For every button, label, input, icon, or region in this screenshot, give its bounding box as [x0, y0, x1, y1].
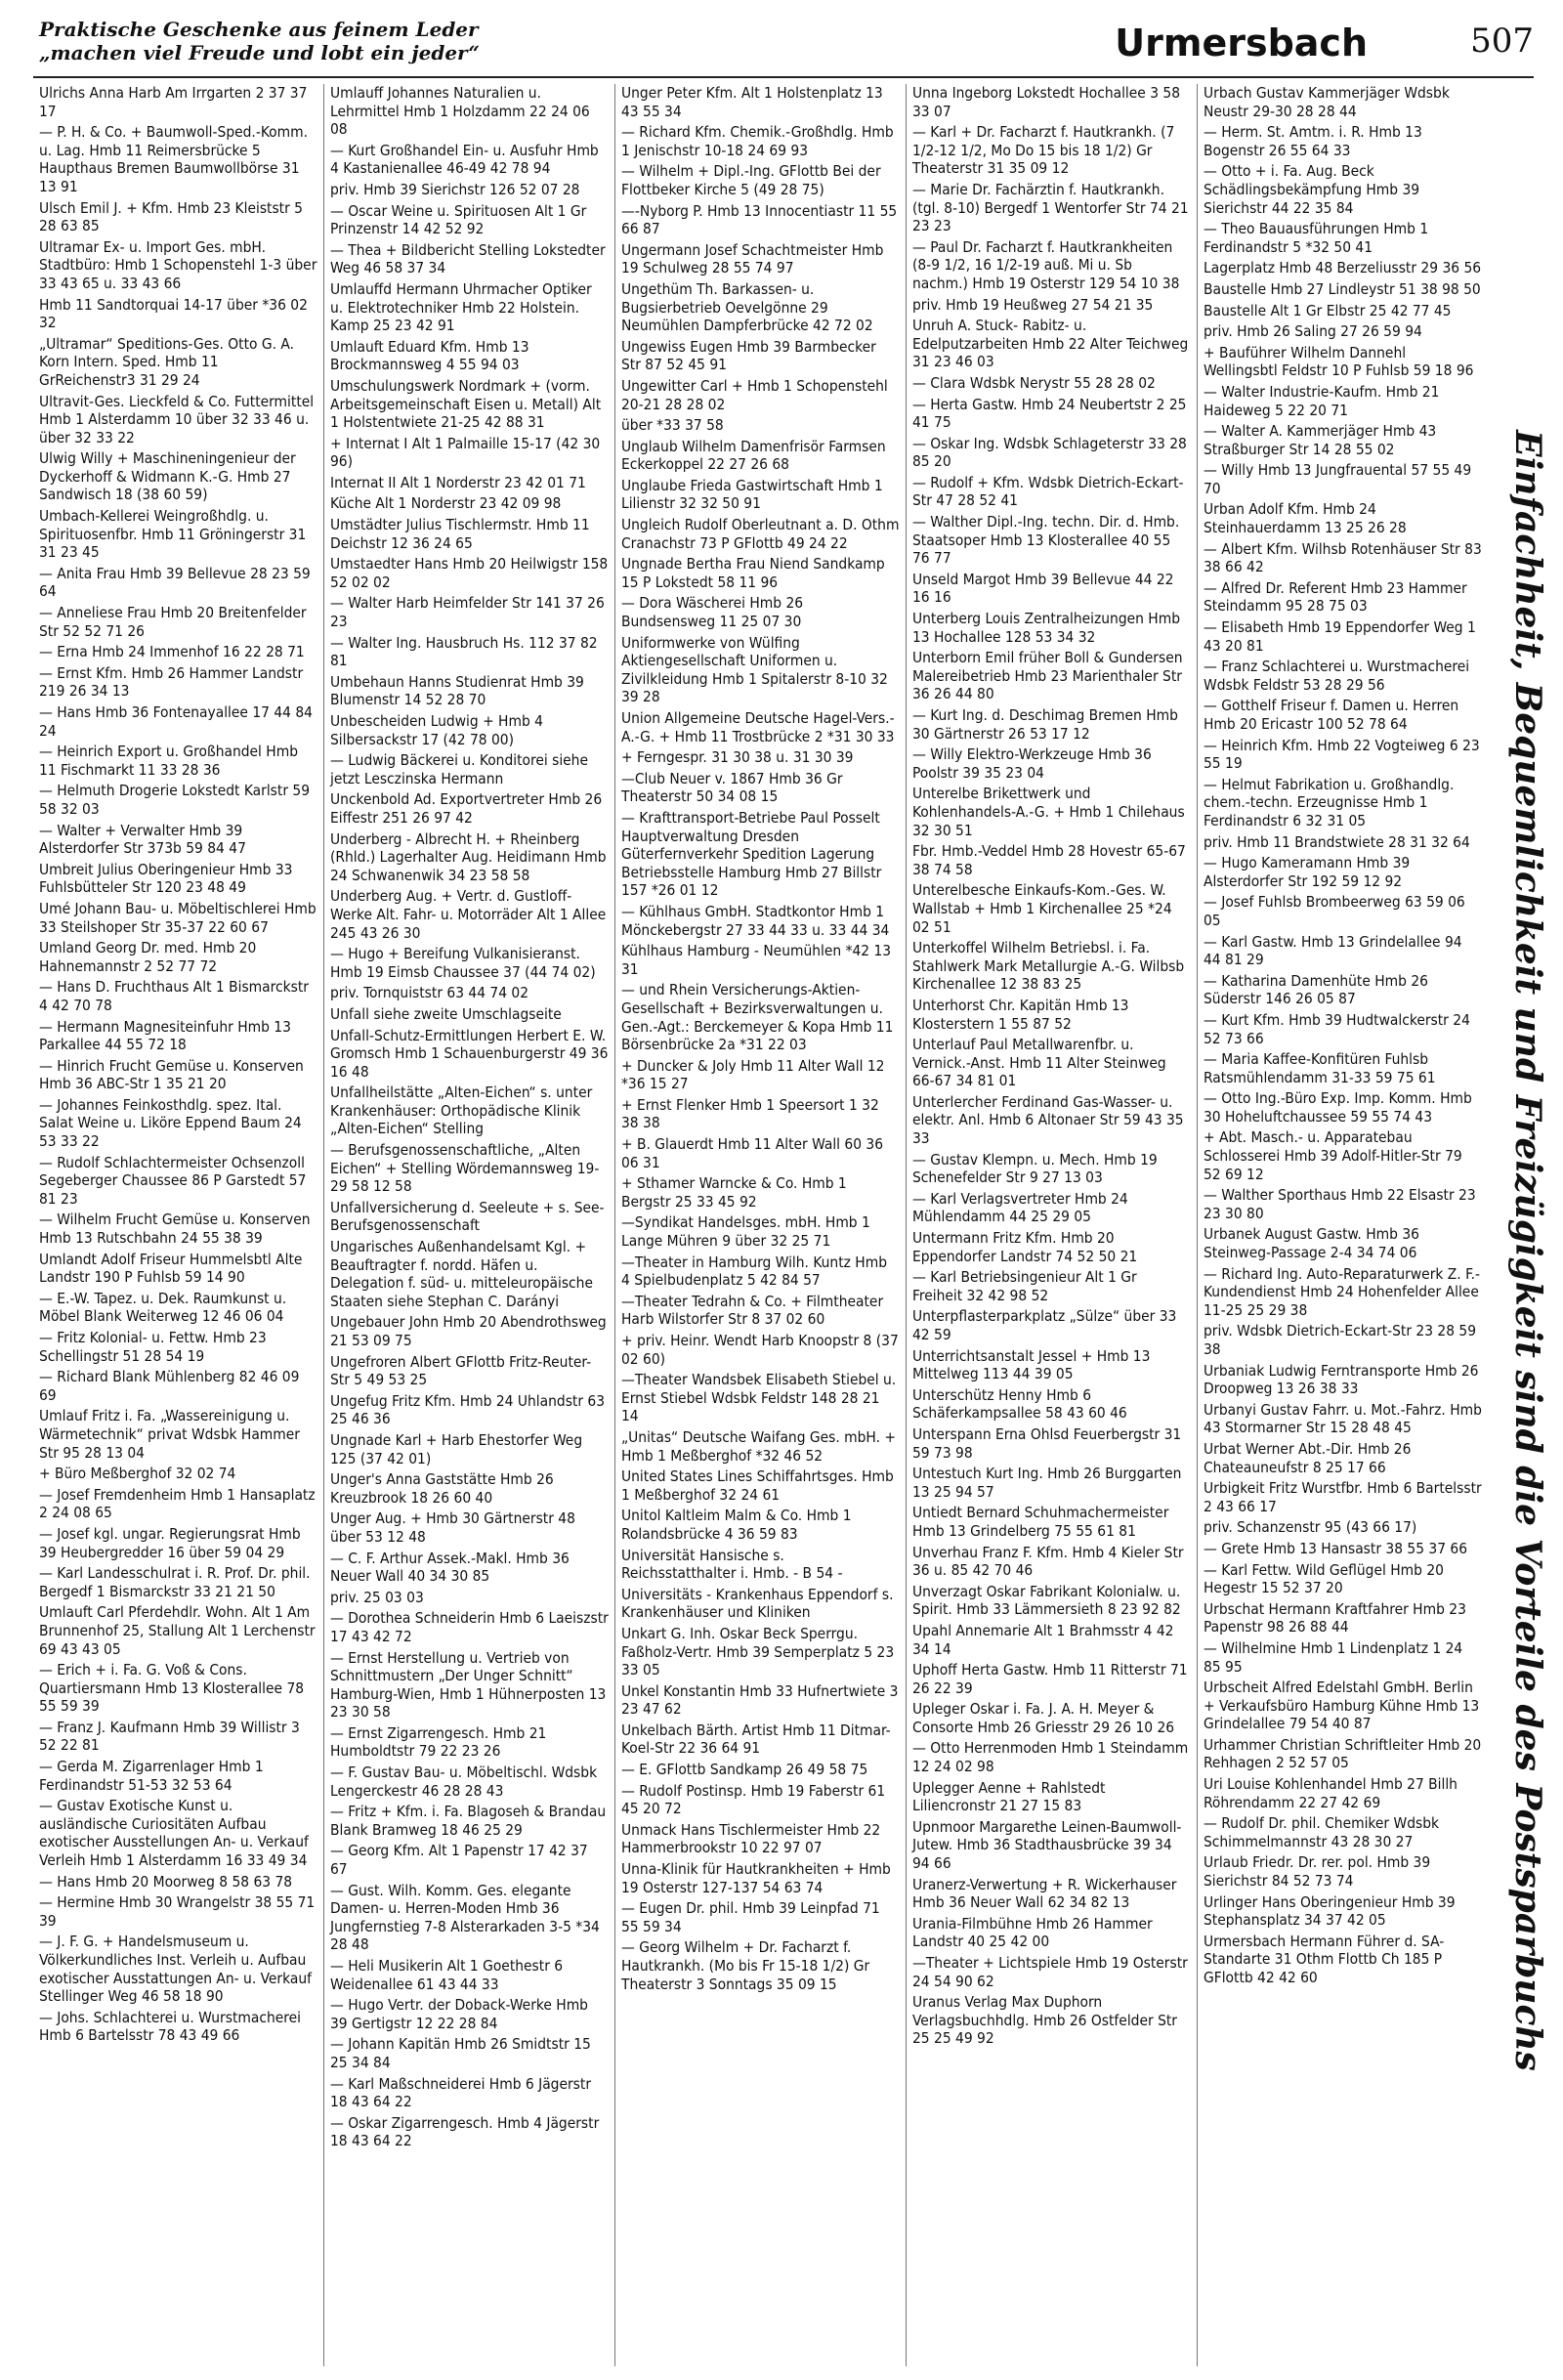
directory-entry: — Wilhelmine Hmb 1 Lindenplatz 1 24 85 95 — [1204, 1638, 1467, 1676]
directory-entry: Umbehaun Hanns Studienrat Hmb 39 Blumenstr 14 52 28 70 — [330, 672, 589, 709]
directory-entry: Urbaniak Ludwig Ferntransporte Hmb 26 Droopweg 13 26 38 33 — [1204, 1361, 1483, 1398]
directory-entry: Umlauf Fritz i. Fa. „Wassereinigung u. Wärmetechnik“ privat Wdsbk Hammer Str 95 28 13 04 — [39, 1407, 305, 1462]
directory-entry: priv. Schanzenstr 95 (43 66 17) — [1204, 1518, 1417, 1537]
directory-entry: — Walther Dipl.-Ing. techn. Dir. d. Hmb. Staatsoper Hmb 13 Klosterallee 40 55 76 77 — [912, 513, 1184, 568]
directory-entry: — Walter Ing. Hausbruch Hs. 112 37 82 81 — [330, 633, 602, 670]
directory-entry: Unmack Hans Tischlermeister Hmb 22 Hammerbrookstr 10 22 97 07 — [621, 1820, 885, 1857]
directory-entry: Unfall-Schutz-Ermittlungen Herbert E. W. Gromsch Hmb 1 Schauenburgerstr 49 36 16 48 — [330, 1026, 613, 1081]
directory-entry: Unkart G. Inh. Oskar Beck Sperrgu. Faßholz-Vertr. Hmb 39 Semperplatz 5 23 33 05 — [621, 1624, 899, 1679]
directory-entry: Umé Johann Bau- u. Möbeltischlerei Hmb 33 Steilshoper Str 35-37 22 60 67 — [39, 899, 321, 936]
directory-entry: — Karl Betriebsingenieur Alt 1 Gr Freiheit 32 42 98 52 — [912, 1268, 1142, 1304]
directory-entry: — Josef Fremdenheim Hmb 1 Hansaplatz 2 24 08 65 — [39, 1485, 320, 1522]
directory-entry: Urbschat Hermann Kraftfahrer Hmb 23 Papenstr 98 26 88 44 — [1204, 1599, 1471, 1636]
directory-entry: — Hermann Magnesiteinfuhr Hmb 13 Parkallee 44 55 72 18 — [39, 1017, 296, 1054]
directory-entry: Unterelbesche Einkaufs-Kom.-Ges. W. Wallstab + Hmb 1 Kirchenallee 25 *24 02 51 — [912, 881, 1177, 936]
directory-entry: — Josef kgl. ungar. Regierungsrat Hmb 39 Heubergredder 16 über 59 04 29 — [39, 1524, 306, 1561]
directory-entry: — Hugo Vertr. der Doback-Werke Hmb 39 Gertigstr 12 22 28 84 — [330, 1996, 593, 2032]
directory-entry: Ungefug Fritz Kfm. Hmb 24 Uhlandstr 63 25 46 36 — [330, 1391, 610, 1428]
directory-entry: — Richard Ing. Auto-Reparaturwerk Z. F.-Kundendienst Hmb 24 Hohenfelder Allee 11-25 25 29 38 — [1204, 1264, 1484, 1319]
directory-entry: Unverhau Franz F. Kfm. Hmb 4 Kieler Str 36 u. 85 42 70 46 — [912, 1543, 1188, 1580]
directory-entry: — Krafttransport-Betriebe Paul Posselt Hauptverwaltung Dresden Güterfernverkehr Spedition Lagerung Betriebsstelle Hamburg Hmb 27 Billstr 157 *26 01 12 — [621, 808, 886, 900]
directory-entry: — Berufsgenossenschaftliche, „Alten Eichen“ + Stelling Wördemannsweg 19-29 58 12 58 — [330, 1141, 600, 1196]
directory-entry: + Ferngespr. 31 30 38 u. 31 30 39 — [621, 748, 854, 767]
directory-entry: Untiedt Bernard Schuhmachermeister Hmb 13 Grindelberg 75 55 61 81 — [912, 1504, 1173, 1540]
directory-entry: — Albert Kfm. Wilhsb Rotenhäuser Str 83 38 66 42 — [1204, 539, 1487, 576]
directory-entry: Uplegger Aenne + Rahlstedt Liliencronstr 21 27 15 83 — [912, 1778, 1110, 1815]
directory-entry: — Hans Hmb 36 Fontenayallee 17 44 84 24 — [39, 703, 317, 740]
side-advert-text: Einfachheit, Bequemlichkeit und Freizügigkeit sind die Vorteile des Postsparbuchs — [1507, 430, 1548, 2071]
directory-entry: — Gerda M. Zigarrenlager Hmb 1 Ferdinandstr 51-53 32 53 64 — [39, 1758, 269, 1794]
directory-entry: Unger's Anna Gaststätte Hmb 26 Kreuzbrook 18 26 60 40 — [330, 1470, 559, 1507]
directory-entry: Untestuch Kurt Ing. Hmb 26 Burggarten 13 25 94 57 — [912, 1465, 1186, 1501]
directory-entry: —Theater + Lichtspiele Hmb 19 Osterstr 24 54 90 62 — [912, 1954, 1193, 1990]
directory-entry: Urbanyi Gustav Fahrr. u. Mot.-Fahrz. Hmb 43 Stormarner Str 15 28 48 45 — [1204, 1400, 1487, 1437]
directory-entry: — Erna Hmb 24 Immenhof 16 22 28 71 — [39, 643, 305, 661]
directory-entry: — Hinrich Frucht Gemüse u. Konserven Hmb 36 ABC-Str 1 35 21 20 — [39, 1056, 309, 1093]
directory-entry: — Kühlhaus GmbH. Stadtkontor Hmb 1 Mönckebergstr 27 33 44 33 u. 33 44 34 — [621, 902, 890, 939]
directory-column-5 — [1198, 84, 1489, 2366]
directory-columns — [33, 84, 1489, 2366]
directory-entry: Uri Louise Kohlenhandel Hmb 27 Billh Röhrendamm 22 27 42 69 — [1204, 1775, 1462, 1811]
directory-entry: — Theo Bauausführungen Hmb 1 Ferdinandstr 5 *32 50 41 — [1204, 220, 1433, 256]
directory-entry: — Rudolf Dr. phil. Chemiker Wdsbk Schimmelmannstr 43 28 30 27 — [1204, 1814, 1444, 1850]
directory-entry: — Karl Maßschneiderei Hmb 6 Jägerstr 18 43 64 22 — [330, 2074, 596, 2111]
directory-entry: — Oskar Ing. Wdsbk Schlageterstr 33 28 85 20 — [912, 434, 1192, 471]
directory-entry: priv. Hmb 11 Brandstwiete 28 31 32 64 — [1204, 832, 1470, 851]
directory-entry: Internat II Alt 1 Norderstr 23 42 01 71 — [330, 473, 586, 491]
directory-entry: — Heli Musikerin Alt 1 Goethestr 6 Weidenallee 61 43 44 33 — [330, 1957, 568, 1993]
directory-entry: — Franz Schlachterei u. Wurstmacherei Wdsbk Feldstr 53 28 29 56 — [1204, 658, 1474, 694]
directory-entry: „Ultramar“ Speditions-Ges. Otto G. A. Korn Intern. Sped. Hmb 11 GrReichenstr3 31 29 24 — [39, 334, 299, 389]
directory-entry: — Ernst Kfm. Hmb 26 Hammer Landstr 219 26 34 13 — [39, 663, 308, 701]
directory-entry: Urania-Filmbühne Hmb 26 Hammer Landstr 40 25 42 00 — [912, 1914, 1158, 1951]
directory-entry: — Marie Dr. Fachärztin f. Hautkrankh. (tgl. 8-10) Bergedf 1 Wentorfer Str 74 21 23 23 — [912, 180, 1193, 235]
directory-entry: Urlaub Friedr. Dr. rer. pol. Hmb 39 Sierichstr 84 52 73 74 — [1204, 1853, 1435, 1891]
directory-entry: Urbach Gustav Kammerjäger Wdsbk Neustr 29-30 28 28 44 — [1204, 84, 1455, 120]
directory-entry: — Walter Industrie-Kaufm. Hmb 21 Haideweg 5 22 20 71 — [1204, 382, 1444, 419]
directory-entry: — Erich + i. Fa. G. Voß & Cons. Quartiersmann Hmb 13 Klosterallee 78 55 59 39 — [39, 1661, 309, 1716]
directory-entry: Kühlhaus Hamburg - Neumühlen *42 13 31 — [621, 942, 896, 978]
directory-entry: — Rudolf Postinsp. Hmb 19 Faberstr 61 45 20 72 — [621, 1781, 890, 1818]
directory-entry: — Paul Dr. Facharzt f. Hautkrankheiten (8-9 1/2, 16 1/2-19 auß. Mi u. Sb nachm.) Hmb 19 Osterstr 129 54 10 38 — [912, 237, 1180, 292]
directory-entry: Ungnade Bertha Frau Niend Sandkamp 15 P Lokstedt 58 11 96 — [621, 555, 890, 591]
directory-entry: + priv. Heinr. Wendt Harb Knoopstr 8 (37 02 60) — [621, 1332, 904, 1368]
directory-entry: Umlauft Carl Pferdehdlr. Wohn. Alt 1 Am Brunnenhof 25, Stallung Alt 1 Lerchenstr 69 43 43 05 — [39, 1603, 319, 1658]
directory-entry: — Georg Kfm. Alt 1 Papenstr 17 42 37 67 — [330, 1842, 593, 1879]
directory-entry: — Maria Kaffee-Konfitüren Fuhlsb Ratsmühlendamm 31-33 59 75 61 — [1204, 1050, 1436, 1086]
directory-entry: Umstaedter Hans Hmb 20 Heilwigstr 158 52 02 02 — [330, 555, 613, 591]
directory-entry: — Ernst Herstellung u. Vertrieb von Schnittmustern „Der Unger Schnitt“ Hamburg-Wien, Hmb 1 Hühnerposten 13 23 30 58 — [330, 1648, 611, 1721]
directory-entry: — Anneliese Frau Hmb 20 Breitenfelder Str 52 52 71 26 — [39, 604, 312, 640]
directory-column-3 — [615, 84, 907, 2366]
directory-entry: — Oskar Zigarrengesch. Hmb 4 Jägerstr 18 43 64 22 — [330, 2113, 604, 2150]
directory-entry: Unger Aug. + Hmb 30 Gärtnerstr 48 über 53 12 48 — [330, 1509, 580, 1546]
directory-entry: — Walter A. Kammerjäger Hmb 43 Straßburger Str 14 28 55 02 — [1204, 422, 1441, 458]
directory-entry: Ulsch Emil J. + Kfm. Hmb 23 Kleiststr 5 28 63 85 — [39, 198, 308, 235]
directory-entry: — E. GFlottb Sandkamp 26 49 58 75 — [621, 1761, 868, 1779]
directory-entry: Ungewiss Eugen Hmb 39 Barmbecker Str 87 52 45 91 — [621, 337, 881, 374]
directory-entry: Urban Adolf Kfm. Hmb 24 Steinhauerdamm 13 25 26 28 — [1204, 500, 1407, 537]
advert-line-1: Praktische Geschenke aus feinem Leder — [39, 18, 479, 41]
directory-entry: Küche Alt 1 Norderstr 23 42 09 98 — [330, 494, 562, 513]
directory-entry: priv. Hmb 19 Heußweg 27 54 21 35 — [912, 295, 1154, 314]
directory-entry: Unterkoffel Wilhelm Betriebsl. i. Fa. Stahlwerk Mark Metallurgie A.-G. Wilbsb Kirchenallee 12 38 83 25 — [912, 939, 1189, 994]
directory-entry: + Duncker & Joly Hmb 11 Alter Wall 12 *36 15 27 — [621, 1056, 889, 1093]
directory-entry: — Gotthelf Friseur f. Damen u. Herren Hmb 20 Ericastr 100 52 78 64 — [1204, 697, 1463, 733]
directory-entry: priv. Hmb 26 Saling 27 26 59 94 — [1204, 322, 1422, 341]
directory-entry: Urhammer Christian Schriftleiter Hmb 20 Rehhagen 2 52 57 05 — [1204, 1735, 1486, 1772]
directory-entry: — Helmut Fabrikation u. Großhandlg. chem.-techn. Erzeugnisse Hmb 1 Ferdinandstr 6 32 31 05 — [1204, 775, 1458, 829]
directory-entry: — Karl Verlagsvertreter Hmb 24 Mühlendamm 44 25 29 05 — [912, 1189, 1133, 1226]
directory-entry: priv. Hmb 39 Sierichstr 126 52 07 28 — [330, 180, 580, 198]
directory-column-2 — [324, 84, 615, 2366]
directory-entry: priv. Tornquiststr 63 44 74 02 — [330, 984, 529, 1002]
directory-entry: Uphoff Herta Gastw. Hmb 11 Ritterstr 71 26 22 39 — [912, 1661, 1192, 1697]
directory-entry: Umlauffd Hermann Uhrmacher Optiker u. Elektrotechniker Hmb 22 Holstein. Kamp 25 23 42 91 — [330, 279, 597, 335]
directory-entry: Urlinger Hans Oberingenieur Hmb 39 Stephansplatz 34 37 42 05 — [1204, 1892, 1459, 1930]
directory-entry: Underberg - Albrecht H. + Rheinberg (Rhld.) Lagerhalter Aug. Heidimann Hmb 24 Schwanenwik 34 23 58 58 — [330, 829, 611, 884]
directory-entry: — Karl Fettw. Wild Geflügel Hmb 20 Hegestr 15 52 37 20 — [1204, 1560, 1449, 1597]
directory-column-1 — [33, 84, 324, 2366]
directory-entry: Ungebauer John Hmb 20 Abendrothsweg 21 53 09 75 — [330, 1313, 612, 1349]
directory-entry: — Walter + Verwalter Hmb 39 Alsterdorfer Str 373b 59 84 47 — [39, 821, 247, 858]
directory-entry: Upleger Oskar i. Fa. J. A. H. Meyer & Consorte Hmb 26 Griesstr 29 26 10 26 — [912, 1700, 1175, 1736]
postsparbuch-side-advert — [1499, 410, 1557, 2091]
directory-entry: — Rudolf Schlachtermeister Ochsenzoll Segeberger Chaussee 86 P Garstedt 57 81 23 — [39, 1153, 311, 1208]
directory-entry: + Büro Meßberghof 32 02 74 — [39, 1465, 236, 1483]
directory-entry: + Ernst Flenker Hmb 1 Speersort 1 32 38 38 — [621, 1095, 884, 1132]
directory-entry: — Otto Herrenmoden Hmb 1 Steindamm 12 24 02 98 — [912, 1739, 1193, 1776]
directory-entry: — Willy Hmb 13 Jungfrauental 57 55 49 70 — [1204, 461, 1476, 497]
directory-entry: — Hermine Hmb 30 Wrangelstr 38 55 71 39 — [39, 1893, 319, 1930]
directory-entry: + Bauführer Wilhelm Dannehl Wellingsbtl Feldstr 10 P Fuhlsb 59 18 96 — [1204, 343, 1474, 380]
directory-entry: Ungewitter Carl + Hmb 1 Schopenstehl 20-21 28 28 02 — [621, 376, 893, 413]
directory-entry: — Franz J. Kaufmann Hmb 39 Willistr 3 52 22 81 — [39, 1718, 305, 1755]
directory-entry: Urbigkeit Fritz Wurstfbr. Hmb 6 Bartelsstr 2 43 66 17 — [1204, 1479, 1487, 1515]
directory-entry: — Kurt Kfm. Hmb 39 Hudtwalckerstr 24 52 73 66 — [1204, 1010, 1475, 1047]
directory-entry: Umland Georg Dr. med. Hmb 20 Hahnemannstr 2 52 77 72 — [39, 939, 261, 975]
directory-entry: + Abt. Masch.- u. Apparatebau Schlosserei Hmb 39 Adolf-Hitler-Str 79 52 69 12 — [1204, 1128, 1467, 1183]
directory-entry: — C. F. Arthur Assek.-Makl. Hmb 36 Neuer Wall 40 34 30 85 — [330, 1549, 574, 1586]
directory-entry: Ungethüm Th. Barkassen- u. Bugsierbetrieb Oevelgönne 29 Neumühlen Dampferbrücke 42 72 02 — [621, 279, 873, 335]
directory-entry: — Willy Elektro-Werkzeuge Hmb 36 Poolstr 39 35 23 04 — [912, 745, 1157, 782]
leather-gift-advert — [39, 18, 480, 64]
directory-entry: — Gustav Klempn. u. Mech. Hmb 19 Schenefelder Str 9 27 13 03 — [912, 1150, 1162, 1187]
running-head: Urmersbach — [1115, 21, 1368, 64]
directory-entry: Unkel Konstantin Hmb 33 Hufnertwiete 3 23 47 62 — [621, 1681, 903, 1719]
directory-entry: Unseld Margot Hmb 39 Bellevue 44 22 16 16 — [912, 570, 1178, 607]
directory-entry: Unterschütz Henny Hmb 6 Schäferkampsallee 58 43 60 46 — [912, 1385, 1127, 1423]
directory-entry: — Elisabeth Hmb 19 Eppendorfer Weg 1 43 20 81 — [1204, 618, 1481, 655]
directory-entry: Ungleich Rudolf Oberleutnant a. D. Othm Cranachstr 73 P GFlottb 49 24 22 — [621, 516, 904, 552]
directory-entry: Union Allgemeine Deutsche Hagel-Vers.-A.-G. + Hmb 11 Trostbrücke 2 *31 30 33 — [621, 709, 895, 745]
directory-entry: — Karl + Dr. Facharzt f. Hautkrankh. (7 1/2-12 1/2, Mo Do 15 bis 18 1/2) Gr Theaterstr 31 35 09 12 — [912, 123, 1179, 178]
directory-entry: Upahl Annemarie Alt 1 Brahmsstr 4 42 34 14 — [912, 1621, 1178, 1658]
directory-entry: Unbescheiden Ludwig + Hmb 4 Silbersackstr 17 (42 78 00) — [330, 712, 548, 748]
directory-entry: — Dorothea Schneiderin Hmb 6 Laeiszstr 17 43 42 72 — [330, 1609, 613, 1645]
directory-entry: über *33 37 58 — [621, 416, 724, 435]
directory-entry: Unger Peter Kfm. Alt 1 Holstenplatz 13 43 55 34 — [621, 84, 888, 120]
directory-entry: — Helmuth Drogerie Lokstedt Karlstr 59 58 32 03 — [39, 782, 315, 818]
directory-entry: Urbscheit Alfred Edelstahl GmbH. Berlin + Verkaufsbüro Hamburg Kühne Hmb 13 Grindelallee 79 54 40 87 — [1204, 1679, 1484, 1733]
directory-entry: —Syndikat Handelsges. mbH. Hmb 1 Lange Mühren 9 über 32 25 71 — [621, 1213, 875, 1251]
directory-entry: — Thea + Bildbericht Stelling Lokstedter Weg 46 58 37 34 — [330, 240, 611, 277]
directory-entry: — Gust. Wilh. Komm. Ges. elegante Damen- u. Herren-Moden Hmb 36 Jungfernstieg 7-8 Alsterarkaden 3-5 *34 28 48 — [330, 1881, 605, 1954]
directory-entry: — Anita Frau Hmb 39 Bellevue 28 23 59 64 — [39, 564, 316, 601]
directory-entry: — Fritz + Kfm. i. Fa. Blagoseh & Brandau Blank Bramweg 18 46 25 29 — [330, 1803, 611, 1839]
directory-entry: — Dora Wäscherei Hmb 26 Bundsensweg 11 25 07 30 — [621, 594, 808, 631]
directory-entry: Unglaub Wilhelm Damenfrisör Farmsen Eckerkoppel 22 27 26 68 — [621, 437, 891, 474]
directory-entry: — Grete Hmb 13 Hansastr 38 55 37 66 — [1204, 1539, 1468, 1557]
directory-entry: — Wilhelm + Dipl.-Ing. GFlottb Bei der Flottbeker Kirche 5 (49 28 75) — [621, 162, 886, 198]
directory-entry: Unfallheilstätte „Alten-Eichen“ s. unter Krankenhäuser: Orthopädische Klinik „Alten-Eichen“ Stelling — [330, 1084, 597, 1138]
directory-entry: Underberg Aug. + Vertr. d. Gustloff-Werke Alt. Fahr- u. Motorräder Alt 1 Allee 245 43 26 30 — [330, 887, 611, 942]
directory-entry: — Hugo + Bereifung Vulkanisieranst. Hmb 19 Eimsb Chaussee 37 (44 74 02) — [330, 945, 596, 981]
page-number: 507 — [1470, 21, 1534, 61]
directory-entry: Universität Hansische s. Reichsstatthalter i. Hmb. - B 54 - — [621, 1546, 843, 1583]
directory-entry: Urbat Werner Abt.-Dir. Hmb 26 Chateauneufstr 8 25 17 66 — [1204, 1439, 1415, 1476]
directory-entry: Unterberg Louis Zentralheizungen Hmb 13 Hochallee 128 53 34 32 — [912, 610, 1185, 646]
directory-entry: Unna-Klinik für Hautkrankheiten + Hmb 19 Osterstr 127-137 54 63 74 — [621, 1860, 896, 1896]
directory-entry: Umlandt Adolf Friseur Hummelsbtl Alte Landstr 190 P Fuhlsb 59 14 90 — [39, 1250, 307, 1287]
directory-entry: Fbr. Hmb.-Veddel Hmb 28 Hovestr 65-67 38 74 58 — [912, 842, 1191, 878]
directory-entry: — Ludwig Bäckerei u. Konditorei siehe jetzt Lesczinska Hermann — [330, 751, 593, 787]
directory-entry: Unterlauf Paul Metallwarenfbr. u. Vernick.-Anst. Hmb 11 Alter Steinweg 66-67 34 81 01 — [912, 1036, 1171, 1090]
directory-entry: — Hugo Kameramann Hmb 39 Alsterdorfer Str 192 59 12 92 — [1204, 854, 1415, 890]
directory-entry: Ungarisches Außenhandelsamt Kgl. + Beauftragter f. nordd. Häfen u. Delegation f. süd- u. mitteleuropäische Staaten siehe Stephan C. Darányi — [330, 1238, 598, 1310]
directory-entry: Unterhorst Chr. Kapitän Hmb 13 Klosterstern 1 55 87 52 — [912, 996, 1133, 1033]
directory-entry: Unckenbold Ad. Exportvertreter Hmb 26 Eiffestr 251 26 97 42 — [330, 790, 607, 827]
directory-entry: —Theater Tedrahn & Co. + Filmtheater Harb Wilstorfer Str 8 37 02 60 — [621, 1292, 888, 1329]
directory-entry: —-Nyborg P. Hmb 13 Innocentiastr 11 55 66 87 — [621, 201, 902, 238]
directory-entry: Umschulungswerk Nordmark + (vorm. Arbeitsgemeinschaft Eisen u. Metall) Alt 1 Holstentwiete 21-25 42 88 31 — [330, 376, 606, 432]
directory-entry: Untermann Fritz Kfm. Hmb 20 Eppendorfer Landstr 74 52 50 21 — [912, 1229, 1138, 1265]
directory-entry: Umlauft Eduard Kfm. Hmb 13 Brockmannsweg 4 55 94 03 — [330, 337, 533, 374]
directory-entry: Unruh A. Stuck- Rabitz- u. Edelputzarbeiten Hmb 22 Alter Teichweg 31 23 46 03 — [912, 317, 1193, 371]
directory-entry: Urbanek August Gastw. Hmb 36 Steinweg-Passage 2-4 34 74 06 — [1204, 1225, 1424, 1262]
directory-entry: — Alfred Dr. Referent Hmb 23 Hammer Steindamm 95 28 75 03 — [1204, 578, 1472, 616]
directory-entry: — Walther Sporthaus Hmb 22 Elsastr 23 23 30 80 — [1204, 1186, 1481, 1222]
directory-entry: — F. Gustav Bau- u. Möbeltischl. Wdsbk Lengerckestr 46 28 28 43 — [330, 1764, 602, 1800]
directory-entry: Ungnade Karl + Harb Ehestorfer Weg 125 (37 42 01) — [330, 1430, 587, 1467]
directory-entry: — J. F. G. + Handelsmuseum u. Völkerkundliches Inst. Verleih u. Aufbau exotischer Ausstattungen An- u. Verkauf Stellinger Weg 46 58 18 90 — [39, 1933, 317, 2006]
directory-entry: — Richard Blank Mühlenberg 82 46 09 69 — [39, 1368, 304, 1404]
directory-entry: Ultramar Ex- u. Import Ges. mbH. Stadtbüro: Hmb 1 Schopenstehl 1-3 über 33 43 65 u. 33 43 66 — [39, 237, 321, 292]
directory-entry: Unterlercher Ferdinand Gas-Wasser- u. elektr. Anl. Hmb 6 Altonaer Str 59 43 35 33 — [912, 1092, 1189, 1148]
directory-entry: Ulwig Willy + Maschineningenieur der Dyckerhoff & Widmann K.-G. Hmb 27 Sandwisch 18 (38 60 59) — [39, 449, 301, 504]
directory-entry: Uranerz-Verwertung + R. Wickerhauser Hmb 36 Neuer Wall 62 34 82 13 — [912, 1875, 1181, 1912]
directory-entry: — Heinrich Kfm. Hmb 22 Vogteiweg 6 23 55 19 — [1204, 736, 1485, 773]
directory-entry: — Kurt Ing. d. Deschimag Bremen Hmb 30 Gärtnerstr 26 53 17 12 — [912, 706, 1183, 743]
directory-entry: Ungermann Josef Schachtmeister Hmb 19 Schulweg 28 55 74 97 — [621, 240, 888, 277]
directory-entry: Universitäts - Krankenhaus Eppendorf s. Krankenhäuser und Kliniken — [621, 1585, 898, 1622]
directory-entry: — E.-W. Tapez. u. Dek. Raumkunst u. Möbel Blank Weiterweg 12 46 06 04 — [39, 1289, 291, 1326]
directory-entry: Unfallversicherung d. Seeleute + s. See-Berufsgenossenschaft — [330, 1198, 605, 1235]
directory-entry: + Internat I Alt 1 Palmaille 15-17 (42 30 96) — [330, 434, 605, 471]
directory-entry: — Hans D. Fruchthaus Alt 1 Bismarckstr 4 42 70 78 — [39, 978, 314, 1014]
directory-entry: „Unitas“ Deutsche Waifang Ges. mbH. + Hmb 1 Meßberghof *32 46 52 — [621, 1427, 901, 1465]
directory-entry: Hmb 11 Sandtorquai 14-17 über *36 02 32 — [39, 295, 313, 332]
directory-entry: — und Rhein Versicherungs-Aktien-Gesellschaft + Bezirksverwaltungen u. Gen.-Agt.: Berckemeyer & Kopa Hmb 11 Börsenbrücke 2a *31 22 03 — [621, 981, 898, 1054]
directory-entry: Uniformwerke von Wülfing Aktiengesellschaft Uniformen u. Zivilkleidung Hmb 1 Spitalerstr 8-10 32 39 28 — [621, 633, 893, 706]
directory-entry: Unterborn Emil früher Boll & Gundersen Malereibetrieb Hmb 23 Marienthaler Str 36 26 44 80 — [912, 649, 1187, 703]
directory-entry: + B. Glauerdt Hmb 11 Alter Wall 60 36 06 31 — [621, 1135, 888, 1171]
directory-entry: — Johann Kapitän Hmb 26 Smidtstr 15 25 34 84 — [330, 2035, 596, 2071]
directory-entry: — Clara Wdsbk Nerystr 55 28 28 02 — [912, 373, 1156, 392]
directory-entry: — Fritz Kolonial- u. Fettw. Hmb 23 Schellingstr 51 28 54 19 — [39, 1329, 272, 1365]
directory-entry: Unverzagt Oskar Fabrikant Kolonialw. u. Spirit. Hmb 33 Lämmersieth 8 23 92 82 — [912, 1582, 1185, 1619]
directory-entry: priv. 25 03 03 — [330, 1588, 424, 1606]
directory-entry: Lagerplatz Hmb 48 Berzeliusstr 29 36 56 — [1204, 259, 1482, 277]
directory-entry: — Herm. St. Amtm. i. R. Hmb 13 Bogenstr 26 55 64 33 — [1204, 123, 1427, 159]
directory-entry: — Katharina Damenhüte Hmb 26 Süderstr 146 26 05 87 — [1204, 971, 1433, 1008]
directory-entry: Unterspann Erna Ohlsd Feuerbergstr 31 59 73 98 — [912, 1424, 1186, 1462]
directory-entry: — Johs. Schlachterei u. Wurstmacherei Hmb 6 Bartelsstr 78 43 49 66 — [39, 2008, 306, 2045]
directory-entry: — Oscar Weine u. Spirituosen Alt 1 Gr Prinzenstr 14 42 52 92 — [330, 201, 591, 238]
directory-entry: — Georg Wilhelm + Dr. Facharzt f. Hautkrankh. (Mo bis Fr 15-18 1/2) Gr Theaterstr 3 Sonntags 35 09 15 — [621, 1938, 874, 1993]
directory-entry: Unfall siehe zweite Umschlagseite — [330, 1004, 562, 1023]
directory-entry: Ultravit-Ges. Lieckfeld & Co. Futtermittel Hmb 1 Alsterdamm 10 über 32 33 46 u. über 32 33 22 — [39, 392, 318, 446]
directory-entry: Umstädter Julius Tischlermstr. Hmb 11 Deichstr 12 36 24 65 — [330, 516, 595, 552]
directory-entry: — Karl Gastw. Hmb 13 Grindelallee 94 44 81 29 — [1204, 932, 1466, 969]
directory-entry: —Theater Wandsbek Elisabeth Stiebel u. Ernst Stiebel Wdsbk Feldstr 148 28 21 14 — [621, 1371, 901, 1425]
directory-entry: — Johannes Feinkosthdlg. spez. Ital. Salat Weine u. Liköre Eppend Baum 24 53 33 22 — [39, 1095, 307, 1151]
directory-column-4 — [907, 84, 1198, 2366]
directory-entry: — Gustav Exotische Kunst u. ausländische Curiositäten Aufbau exotischer Ausstellungen An- u. Verkauf Verleih Hmb 1 Alsterdamm 16 33 49 34 — [39, 1797, 314, 1870]
directory-entry: Umbach-Kellerei Weingroßhdlg. u. Spirituosenfbr. Hmb 11 Gröningerstr 31 31 23 45 — [39, 507, 311, 562]
directory-entry: United States Lines Schiffahrtsges. Hmb 1 Meßberghof 32 24 61 — [621, 1467, 899, 1504]
directory-entry: — Heinrich Export u. Großhandel Hmb 11 Fischmarkt 11 33 28 36 — [39, 743, 303, 779]
directory-entry: — Wilhelm Frucht Gemüse u. Konserven Hmb 13 Rutschbahn 24 55 38 39 — [39, 1211, 315, 1248]
directory-entry: Unterrichtsanstalt Jessel + Hmb 13 Mittelweg 113 44 39 05 — [912, 1346, 1155, 1383]
directory-entry: + Sthamer Warncke & Co. Hmb 1 Bergstr 25 33 45 92 — [621, 1174, 852, 1211]
directory-entry: priv. Wdsbk Dietrich-Eckart-Str 23 28 59 38 — [1204, 1322, 1481, 1358]
directory-entry: Umlauff Johannes Naturalien u. Lehrmittel Hmb 1 Holzdamm 22 24 06 08 — [330, 84, 595, 139]
directory-entry: Unterelbe Brikettwerk und Kohlenhandels-A.-G. + Hmb 1 Chilehaus 32 30 51 — [912, 785, 1190, 839]
directory-entry: —Club Neuer v. 1867 Hmb 36 Gr Theaterstr 50 34 08 15 — [621, 769, 847, 806]
directory-entry: — Walter Harb Heimfelder Str 141 37 26 23 — [330, 594, 610, 631]
directory-entry: Ungefroren Albert GFlottb Fritz-Reuter-Str 5 49 53 25 — [330, 1352, 592, 1389]
directory-entry: — Josef Fuhlsb Brombeerweg 63 59 06 05 — [1204, 893, 1470, 929]
directory-entry: Baustelle Hmb 27 Lindleystr 51 38 98 50 — [1204, 279, 1481, 298]
advert-line-2: „machen viel Freude und lobt ein jeder“ — [39, 41, 480, 64]
directory-entry: Umbreit Julius Oberingenieur Hmb 33 Fuhlsbütteler Str 120 23 48 49 — [39, 860, 297, 897]
directory-entry: Urmersbach Hermann Führer d. SA-Standarte 31 Othm Flottb Ch 185 P GFlottb 42 42 60 — [1204, 1932, 1447, 1986]
directory-entry: — Karl Landesschulrat i. R. Prof. Dr. phil. Bergedf 1 Bismarckstr 33 21 21 50 — [39, 1564, 315, 1600]
directory-entry: Unitol Kaltleim Malm & Co. Hmb 1 Rolandsbrücke 4 36 59 83 — [621, 1507, 856, 1543]
directory-entry: — Eugen Dr. phil. Hmb 39 Leinpfad 71 55 59 34 — [621, 1899, 885, 1935]
directory-entry: Upnmoor Margarethe Leinen-Baumwoll- Jutew. Hmb 36 Stadthausbrücke 39 34 94 66 — [912, 1817, 1186, 1873]
directory-entry: Ulrichs Anna Harb Am Irrgarten 2 37 37 17 — [39, 84, 312, 120]
directory-entry: — Rudolf + Kfm. Wdsbk Dietrich-Eckart-Str 47 28 52 41 — [912, 473, 1184, 510]
directory-entry: —Theater in Hamburg Wilh. Kuntz Hmb 4 Spielbudenplatz 5 42 84 57 — [621, 1253, 892, 1290]
directory-entry: Uranus Verlag Max Duphorn Verlagsbuchhdlg. Hmb 26 Ostfelder Str 25 25 49 92 — [912, 1993, 1182, 2048]
directory-entry: — Richard Kfm. Chemik.-Großhdlg. Hmb 1 Jenischstr 10-18 24 69 93 — [621, 123, 899, 159]
directory-entry: — Kurt Großhandel Ein- u. Ausfuhr Hmb 4 Kastanienallee 46-49 42 78 94 — [330, 141, 604, 178]
directory-entry: — Otto + i. Fa. Aug. Beck Schädlingsbekämpfung Hmb 39 Sierichstr 44 22 35 84 — [1204, 162, 1424, 217]
directory-entry: Unkelbach Bärth. Artist Hmb 11 Ditmar-Koel-Str 22 36 64 91 — [621, 1721, 891, 1758]
directory-entry: — Ernst Zigarrengesch. Hmb 21 Humboldtstr 79 22 23 26 — [330, 1723, 551, 1761]
directory-entry: Unterpflasterparkplatz „Sülze“ über 33 42 59 — [912, 1307, 1181, 1343]
page-header — [29, 14, 1534, 68]
directory-entry: Baustelle Alt 1 Gr Elbstr 25 42 77 45 — [1204, 301, 1452, 319]
directory-entry: — Hans Hmb 20 Moorweg 8 58 63 78 — [39, 1872, 293, 1891]
directory-entry: Unglaube Frieda Gastwirtschaft Hmb 1 Lilienstr 32 32 50 91 — [621, 476, 888, 513]
header-rule — [33, 76, 1534, 78]
directory-entry: — Herta Gastw. Hmb 24 Neubertstr 2 25 41 75 — [912, 395, 1191, 432]
directory-entry: — P. H. & Co. + Baumwoll-Sped.-Komm. u. Lag. Hmb 11 Reimersbrücke 5 Haupthaus Bremen Baumwollbörse 31 13 91 — [39, 123, 313, 195]
directory-entry: — Otto Ing.-Büro Exp. Imp. Komm. Hmb 30 Hoheluftchaussee 59 55 74 43 — [1204, 1089, 1477, 1126]
directory-entry: Unna Ingeborg Lokstedt Hochallee 3 58 33 07 — [912, 84, 1185, 120]
